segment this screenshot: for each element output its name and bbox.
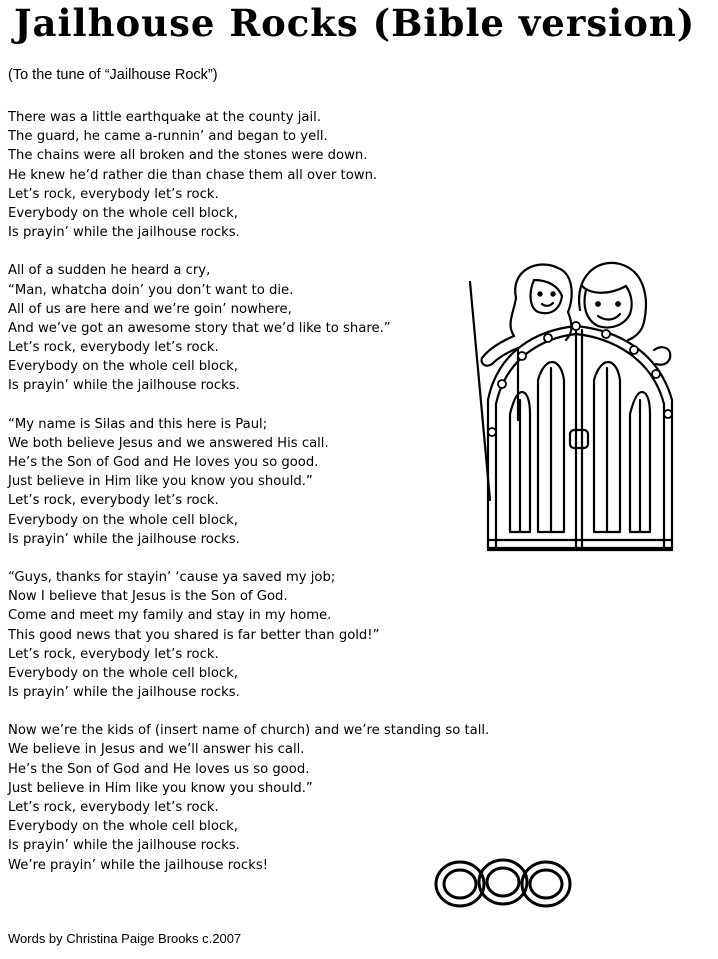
lyric-line: He knew he’d rather die than chase them all over town. xyxy=(8,167,378,183)
lyric-line: Is prayin’ while the jailhouse rocks. xyxy=(8,685,240,701)
lyric-line: Is prayin’ while the jailhouse rocks. xyxy=(8,531,240,547)
verse-4 xyxy=(8,568,568,702)
lyric-line: “Man, whatcha doin’ you don’t want to die. xyxy=(8,282,294,298)
lyric-line: Now we’re the kids of (insert name of church) and we’re standing so tall. xyxy=(8,723,490,739)
lyric-line: Let’s rock, everybody let’s rock. xyxy=(8,186,219,202)
lyric-line: The guard, he came a-runnin’ and began to yell. xyxy=(8,129,328,145)
lyric-line: And we’ve got an awesome story that we’d like to share.” xyxy=(8,320,391,336)
lyric-line: Is prayin’ while the jailhouse rocks. xyxy=(8,838,240,854)
lyric-line: He’s the Son of God and He loves us so good. xyxy=(8,761,310,777)
chain-links-icon xyxy=(428,852,578,914)
lyric-line: Let’s rock, everybody let’s rock. xyxy=(8,800,219,815)
lyric-line: The chains were all broken and the stones were down. xyxy=(8,148,368,164)
lyric-line: This good news that you shared is far better than gold!” xyxy=(8,627,380,643)
lyric-line: Just believe in Him like you know you should.” xyxy=(8,474,313,490)
lyric-line: All of a sudden he heard a cry, xyxy=(8,263,211,279)
lyric-line: All of us are here and we’re goin’ nowhere, xyxy=(8,301,292,317)
lyric-line: Just believe in Him like you know you should.” xyxy=(8,780,313,796)
lyric-line: Let’s rock, everybody let’s rock. xyxy=(8,340,219,356)
lyric-line: Everybody on the whole cell block, xyxy=(8,665,238,681)
lyric-line: Everybody on the whole cell block, xyxy=(8,512,238,528)
lyric-line: Everybody on the whole cell block, xyxy=(8,819,238,835)
lyric-line: He’s the Son of God and He loves you so good. xyxy=(8,455,319,470)
lyric-line: Let’s rock, everybody let’s rock. xyxy=(8,493,219,509)
lyric-line: Now I believe that Jesus is the Son of God. xyxy=(8,589,288,605)
lyric-line: Let’s rock, everybody let’s rock. xyxy=(8,646,219,662)
lyric-line: Is prayin’ while the jailhouse rocks. xyxy=(8,225,240,241)
paul-and-silas-behind-gate-icon xyxy=(458,250,708,555)
lyric-line: We believe in Jesus and we’ll answer his call. xyxy=(8,742,305,758)
lyric-line: We’re prayin’ while the jailhouse rocks! xyxy=(8,857,268,873)
lyric-line: “Guys, thanks for stayin’ ‘cause ya saved my job; xyxy=(8,569,336,585)
lyric-line: Is prayin’ while the jailhouse rocks. xyxy=(8,378,240,394)
verse-1 xyxy=(8,108,568,242)
tune-subtitle: (To the tune of “Jailhouse Rock”) xyxy=(8,67,218,83)
page-title: Jailhouse Rocks (Bible version) xyxy=(14,1,696,45)
lyric-line: “My name is Silas and this here is Paul; xyxy=(8,416,268,432)
lyric-line: There was a little earthquake at the county jail. xyxy=(8,110,321,125)
author-credit: Words by Christina Paige Brooks c.2007 xyxy=(8,931,242,946)
lyric-line: Everybody on the whole cell block, xyxy=(8,205,238,221)
lyric-line: We both believe Jesus and we answered His call. xyxy=(8,435,329,451)
lyric-line: Come and meet my family and stay in my home. xyxy=(8,608,332,624)
lyric-line: Everybody on the whole cell block, xyxy=(8,359,238,375)
